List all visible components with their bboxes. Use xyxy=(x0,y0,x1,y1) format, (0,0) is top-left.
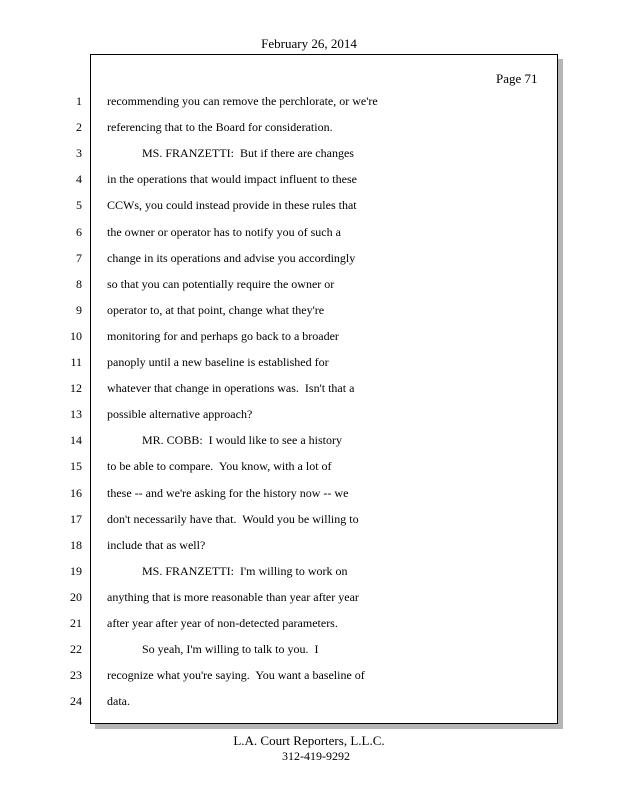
transcript-line: the owner or operator has to notify you of such a xyxy=(107,225,341,239)
line-number: 1 xyxy=(76,94,82,108)
line-number: 11 xyxy=(70,355,82,369)
line-number: 23 xyxy=(70,668,82,682)
transcript-line: MS. FRANZETTI: But if there are changes xyxy=(142,146,354,160)
line-number: 5 xyxy=(76,198,82,212)
transcript-line: don't necessarily have that. Would you be willing to xyxy=(107,512,359,526)
line-number: 18 xyxy=(70,538,82,552)
line-number: 12 xyxy=(70,381,82,395)
line-number: 22 xyxy=(70,642,82,656)
transcript-line: panoply until a new baseline is established for xyxy=(107,355,329,369)
transcript-line: anything that is more reasonable than year after year xyxy=(107,590,359,604)
transcript-line: so that you can potentially require the owner or xyxy=(107,277,335,291)
line-number: 10 xyxy=(70,329,82,343)
transcript-line: CCWs, you could instead provide in these rules that xyxy=(107,198,357,212)
page-number: Page 71 xyxy=(496,71,538,86)
line-number: 16 xyxy=(70,486,82,500)
transcript-line: in the operations that would impact influent to these xyxy=(107,172,357,186)
line-number: 7 xyxy=(76,251,82,265)
transcript-line: to be able to compare. You know, with a lot of xyxy=(107,459,332,473)
transcript-line: MR. COBB: I would like to see a history xyxy=(142,433,342,447)
line-number: 6 xyxy=(76,225,82,239)
line-number: 14 xyxy=(70,433,82,447)
line-number: 15 xyxy=(70,459,82,473)
line-number: 9 xyxy=(76,303,82,317)
transcript-line: whatever that change in operations was. Isn't that a xyxy=(107,381,355,395)
transcript-line: recognize what you're saying. You want a baseline of xyxy=(107,668,365,682)
transcript-line: referencing that to the Board for consideration. xyxy=(107,120,333,134)
court-reporter-phone: 312-419-9292 xyxy=(282,749,350,763)
transcript-line: these -- and we're asking for the history now -- we xyxy=(107,486,349,500)
line-number: 20 xyxy=(70,590,82,604)
line-number: 17 xyxy=(70,512,82,526)
line-number: 19 xyxy=(70,564,82,578)
line-number: 21 xyxy=(70,616,82,630)
line-number: 13 xyxy=(70,407,82,421)
transcript-line: MS. FRANZETTI: I'm willing to work on xyxy=(142,564,348,578)
court-reporter-name: L.A. Court Reporters, L.L.C. xyxy=(233,733,385,748)
transcript-date: February 26, 2014 xyxy=(261,36,357,51)
line-number: 2 xyxy=(76,120,82,134)
transcript-line: operator to, at that point, change what they're xyxy=(107,303,325,317)
line-number: 4 xyxy=(76,172,82,186)
transcript-line: monitoring for and perhaps go back to a broader xyxy=(107,329,339,343)
transcript-line: recommending you can remove the perchlorate, or we're xyxy=(107,94,378,108)
transcript-line: possible alternative approach? xyxy=(107,407,253,421)
transcript-line: So yeah, I'm willing to talk to you. I xyxy=(142,642,319,656)
line-number: 3 xyxy=(76,146,82,160)
transcript-line: data. xyxy=(107,694,130,708)
transcript-line: change in its operations and advise you accordingly xyxy=(107,251,356,265)
line-number: 24 xyxy=(70,694,82,708)
transcript-line: include that as well? xyxy=(107,538,206,552)
transcript-line: after year after year of non-detected parameters. xyxy=(107,616,338,630)
line-number: 8 xyxy=(76,277,82,291)
